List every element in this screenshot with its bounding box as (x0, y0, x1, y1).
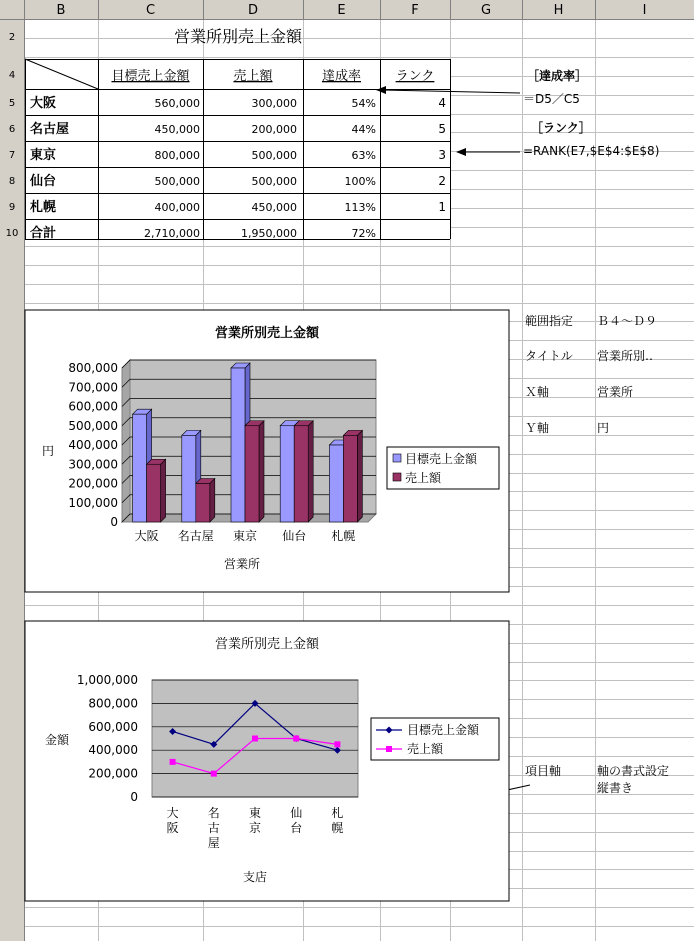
bar-chart-ytick: 0 (110, 515, 118, 529)
side-note-value[interactable]: 営業所 (597, 385, 634, 399)
table-row-name[interactable]: 仙台 (30, 174, 57, 189)
table-cell-rank[interactable]: 5 (438, 122, 446, 136)
bar[interactable] (343, 435, 357, 522)
line-chart-ytick: 200,000 (88, 766, 138, 781)
line-chart-xtick: 大阪 (166, 806, 179, 835)
side-note-value[interactable]: 円 (597, 421, 610, 435)
table-cell-rate[interactable]: 63% (351, 149, 376, 162)
sheet-title[interactable]: 営業所別売上金額 (173, 27, 303, 46)
row-header-2[interactable]: 2 (8, 32, 16, 43)
line-chart-xtick: 東京 (248, 806, 262, 835)
side-note-key[interactable]: Ｙ軸 (525, 421, 550, 435)
bar-chart-ytick: 800,000 (68, 361, 118, 375)
bar-side (259, 421, 264, 522)
line-chart-ytick: 0 (130, 790, 138, 804)
line-chart-ytick: 600,000 (88, 719, 138, 734)
column-header-bar (0, 0, 694, 19)
bar-chart-legend-swatch (393, 454, 401, 462)
line-point[interactable] (211, 771, 217, 777)
rank-formula[interactable]: =RANK(E7,$E$4:$E$8) (523, 144, 660, 158)
bar-chart-ytick: 600,000 (68, 399, 118, 414)
table-row-name[interactable]: 札幌 (30, 200, 57, 215)
side-note-value[interactable]: 営業所別‥ (597, 349, 654, 363)
row-header-8[interactable]: 8 (8, 176, 16, 187)
table-cell-rate[interactable]: 54% (351, 97, 376, 110)
bar[interactable] (196, 484, 210, 523)
table-header[interactable]: 目標売上金額 (111, 69, 190, 84)
table-cell-rate[interactable]: 44% (351, 123, 376, 136)
side-note-key[interactable]: 範囲指定 (525, 314, 574, 328)
table-header[interactable]: 達成率 (321, 69, 362, 84)
line-chart-ytick: 800,000 (88, 696, 138, 711)
axis-note-key[interactable]: 項目軸 (525, 764, 562, 778)
table-cell-target[interactable]: 500,000 (154, 175, 200, 188)
table-row-name[interactable]: 名古屋 (30, 122, 70, 137)
table-cell-sales[interactable]: 1,950,000 (241, 227, 297, 240)
table-header[interactable]: 売上額 (233, 69, 273, 84)
table-cell-rank[interactable]: 1 (438, 200, 446, 214)
bar-side (161, 459, 166, 522)
table-row-name[interactable]: 合計 (30, 226, 57, 241)
side-note-key[interactable]: Ｘ軸 (525, 385, 550, 399)
line-chart-ylabel[interactable]: 金額 (44, 733, 70, 747)
bar-chart[interactable] (25, 310, 509, 592)
table-cell-target[interactable]: 2,710,000 (144, 227, 200, 240)
table-cell-sales[interactable]: 500,000 (251, 149, 297, 162)
bar[interactable] (182, 435, 196, 522)
bar-chart-ytick: 500,000 (68, 418, 118, 433)
table-cell-target[interactable]: 560,000 (154, 97, 200, 110)
column-header-B[interactable]: B (56, 3, 66, 18)
bar-chart-xtick: 大阪 (134, 529, 159, 543)
bar-side (210, 479, 215, 523)
bar[interactable] (329, 445, 343, 522)
row-header-7[interactable]: 7 (8, 150, 16, 161)
table-cell-sales[interactable]: 450,000 (251, 201, 297, 214)
table-header[interactable]: ランク (395, 69, 435, 84)
line-chart-xlabel[interactable]: 支店 (242, 870, 268, 884)
row-header-6[interactable]: 6 (8, 124, 16, 135)
bar-side (357, 430, 362, 522)
bar[interactable] (147, 464, 161, 522)
table-cell-rate[interactable]: 72% (351, 227, 376, 240)
table-cell-target[interactable]: 400,000 (154, 201, 200, 214)
column-header-G[interactable]: G (480, 3, 492, 18)
bar-chart-ytick: 700,000 (68, 380, 118, 395)
table-cell-target[interactable]: 800,000 (154, 149, 200, 162)
row-header-10[interactable]: 10 (5, 228, 19, 239)
bar-chart-ytick: 300,000 (68, 457, 118, 472)
column-header-I[interactable]: I (642, 3, 647, 18)
column-header-C[interactable]: C (145, 3, 156, 18)
bar-chart-xtick: 名古屋 (177, 529, 214, 543)
column-header-F[interactable]: F (411, 3, 419, 18)
bar-chart-legend-label: 目標売上金額 (405, 452, 478, 466)
line-point[interactable] (293, 736, 299, 742)
table-cell-rank[interactable]: 4 (438, 96, 446, 110)
table-cell-target[interactable]: 450,000 (154, 123, 200, 136)
rate-label[interactable]: ［達成率］ (527, 69, 588, 83)
row-header-4[interactable]: 4 (8, 70, 16, 81)
table-cell-sales[interactable]: 200,000 (251, 123, 297, 136)
bar-chart-legend-swatch (393, 473, 401, 481)
table-cell-sales[interactable]: 300,000 (251, 97, 297, 110)
bar-chart-ytick: 200,000 (68, 476, 118, 491)
side-note-value[interactable]: Ｂ４〜Ｄ９ (597, 314, 658, 328)
table-cell-rate[interactable]: 113% (344, 201, 376, 214)
bar-chart-xlabel[interactable]: 営業所 (223, 557, 261, 571)
bar-chart-xtick: 札幌 (331, 529, 356, 543)
rank-label[interactable]: ［ランク］ (531, 121, 591, 135)
line-chart-legend-label: 目標売上金額 (407, 723, 480, 737)
bar-chart-ylabel[interactable]: 円 (41, 444, 55, 458)
line-point[interactable] (252, 736, 258, 742)
table-row-name[interactable]: 東京 (30, 148, 57, 163)
bar[interactable] (231, 368, 245, 522)
bar-chart-ytick: 400,000 (68, 438, 118, 452)
line-chart-xtick: 仙台 (290, 806, 303, 835)
bar[interactable] (294, 426, 308, 522)
rank-arrow-head (456, 148, 466, 156)
column-header-H[interactable]: H (553, 3, 564, 18)
axis-note-value-1[interactable]: 軸の書式設定 (597, 764, 670, 778)
line-chart-ytick: 400,000 (88, 743, 138, 758)
line-chart-title[interactable]: 営業所別売上金額 (214, 637, 320, 652)
row-header-9[interactable]: 9 (8, 202, 16, 213)
line-chart-ytick: 1,000,000 (76, 673, 138, 687)
line-point[interactable] (334, 741, 340, 747)
bar-chart-legend-label: 売上額 (405, 471, 442, 485)
line-point[interactable] (170, 759, 176, 765)
table-cell-sales[interactable]: 500,000 (251, 175, 297, 188)
row-header-5[interactable]: 5 (8, 98, 16, 109)
bar[interactable] (280, 426, 294, 522)
table-row-name[interactable]: 大阪 (30, 96, 57, 111)
column-header-E[interactable]: E (337, 3, 346, 18)
table-cell-rate[interactable]: 100% (344, 175, 376, 188)
row-header-bar (0, 0, 24, 941)
line-chart-legend-label: 売上額 (407, 742, 444, 756)
line-chart[interactable] (25, 621, 509, 901)
axis-note-value-2[interactable]: 縦書き (597, 781, 634, 795)
line-chart-xtick: 札幌 (331, 806, 344, 835)
table-cell-rank[interactable]: 3 (438, 148, 446, 162)
line-chart-xtick: 名古屋 (207, 806, 220, 850)
bar-chart-ytick: 100,000 (68, 495, 118, 510)
bar[interactable] (245, 426, 259, 522)
table-cell-rank[interactable]: 2 (438, 174, 446, 188)
bar[interactable] (133, 414, 147, 522)
bar-chart-xtick: 仙台 (282, 529, 307, 543)
bar-side (308, 421, 313, 522)
bar-chart-xtick: 東京 (232, 529, 258, 543)
rate-formula[interactable]: ＝D5／C5 (523, 92, 580, 106)
side-note-key[interactable]: タイトル (525, 349, 573, 363)
bar-chart-title[interactable]: 営業所別売上金額 (214, 326, 320, 341)
column-header-D[interactable]: D (247, 3, 259, 18)
